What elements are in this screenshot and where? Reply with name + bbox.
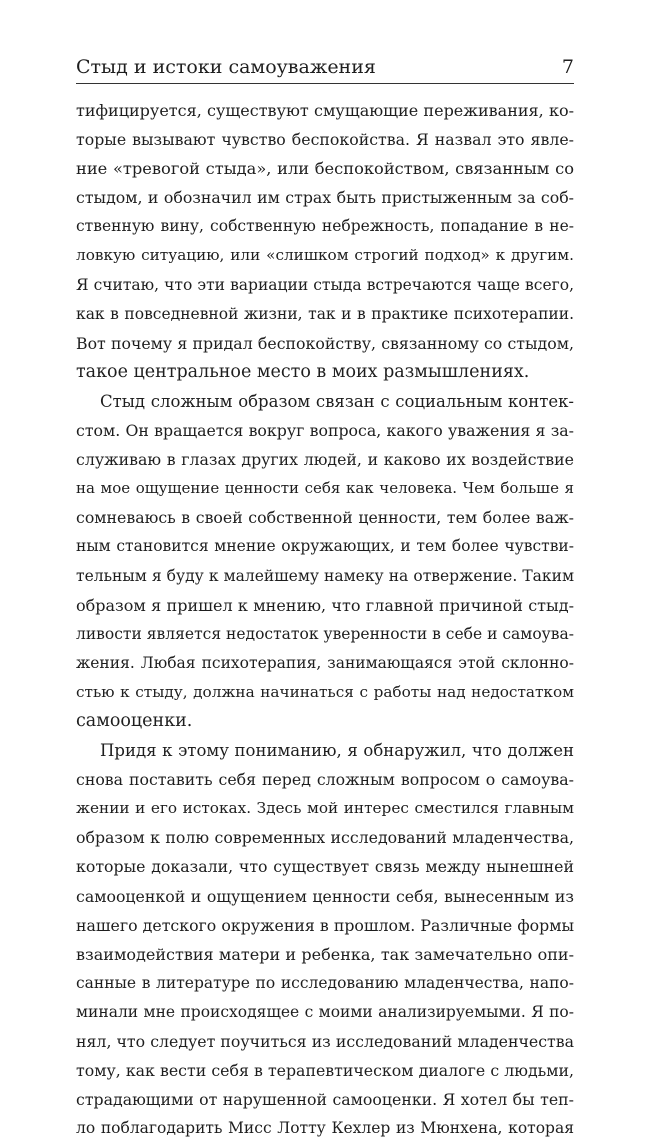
text-line: стыдом, и обозначил им страх быть пристыженным за соб-	[76, 188, 574, 208]
text-line: ливости является недостаток уверенности в себе и самоува-	[76, 624, 574, 643]
text-line: санные в литературе по исследованию младенчества, напо-	[76, 973, 574, 992]
body-text	[76, 96, 574, 1143]
text-line: тифицируется, существуют смущающие переживания, ко-	[76, 101, 574, 120]
text-line: самооценки.	[76, 710, 193, 731]
text-line: тому, как вести себя в терапевтическом диалоге с людьми,	[76, 1061, 574, 1081]
text-line: ловкую ситуацию, или «слишком строгий подход» к другим.	[76, 246, 574, 265]
running-title: Стыд и истоки самоуважения	[76, 56, 376, 78]
text-line: на мое ощущение ценности себя как человека. Чем больше я	[76, 479, 574, 498]
text-line: Я считаю, что эти вариации стыда встречаются чаще всего,	[76, 275, 574, 294]
text-line: Придя к этому пониманию, я обнаружил, что должен	[100, 741, 574, 761]
text-line: взаимодействия матери и ребенка, так замечательно опи-	[76, 944, 574, 964]
text-line: ственную вину, собственную небрежность, попадание в не-	[76, 217, 574, 236]
paragraph	[76, 387, 574, 736]
text-line: минали мне происходящее с моими анализируемыми. Я по-	[76, 1002, 574, 1021]
paragraph	[76, 736, 574, 1143]
text-line: сомневаюсь в своей собственной ценности, тем более важ-	[76, 508, 574, 528]
running-header	[76, 50, 574, 84]
header-rule	[76, 83, 574, 84]
text-line: образом я пришел к мнению, что главной причиной стыд-	[76, 595, 574, 615]
text-line: ние «тревогой стыда», или беспокойством, связанным со	[76, 159, 574, 179]
text-line: жении и его истоках. Здесь мой интерес сместился главным	[76, 799, 574, 818]
text-line: служиваю в глазах других людей, и каково их воздействие	[76, 450, 574, 470]
text-line: стом. Он вращается вокруг вопроса, какого уважения я за-	[76, 421, 574, 441]
text-line: самооценкой и ощущением ценности себя, вынесенным из	[76, 886, 574, 906]
text-line: стью к стыду, должна начинаться с работы над недостатком	[76, 682, 574, 701]
text-line: такое центральное место в моих размышлениях.	[76, 361, 530, 382]
text-line: снова поставить себя перед сложным вопросом о самоува-	[76, 770, 574, 790]
text-line: образом к полю современных исследований младенчества,	[76, 828, 574, 848]
text-line: которые доказали, что существует связь между нынешней	[76, 857, 574, 877]
text-line: Стыд сложным образом связан с социальным контек-	[100, 391, 574, 411]
text-line: ным становится мнение окружающих, и тем более чувстви-	[76, 537, 574, 556]
text-line: нашего детского окружения в прошлом. Различные формы	[76, 915, 574, 935]
text-line: страдающими от нарушенной самооценки. Я хотел бы теп-	[76, 1090, 574, 1110]
text-line: торые вызывают чувство беспокойства. Я назвал это явле-	[76, 130, 574, 150]
paragraph	[76, 96, 574, 387]
text-line: ло поблагодарить Мисс Лотту Кехлер из Мюнхена, которая	[76, 1119, 574, 1138]
text-line: тельным я буду к малейшему намеку на отвержение. Таким	[76, 566, 574, 585]
text-line: жения. Любая психотерапия, занимающаяся этой склонно-	[76, 653, 574, 672]
page-number: 7	[561, 56, 574, 78]
text-line: как в повседневной жизни, так и в практике психотерапии.	[76, 304, 574, 323]
text-line: нял, что следует поучиться из исследований младенчества	[76, 1032, 574, 1051]
text-line: Вот почему я придал беспокойству, связанному со стыдом,	[76, 333, 574, 353]
